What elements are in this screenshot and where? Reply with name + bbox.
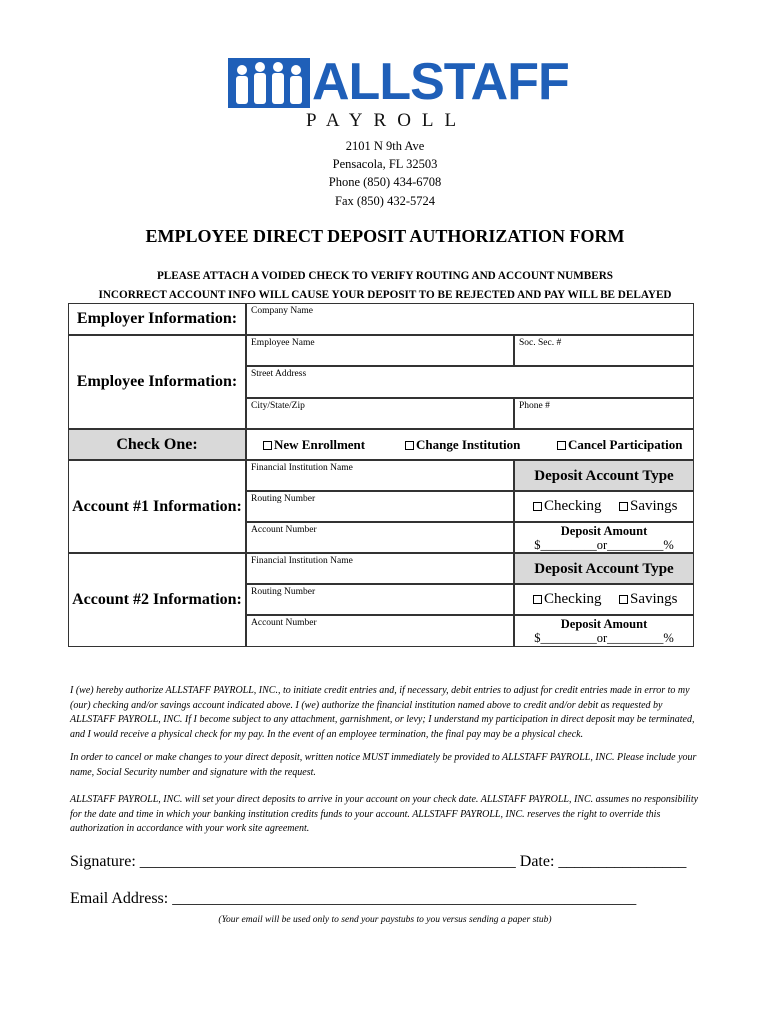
- employee-label: Employee Information:: [68, 335, 246, 429]
- street-address-field[interactable]: [246, 366, 694, 398]
- checkbox-icon[interactable]: [557, 441, 566, 450]
- logo-sub-text: PAYROLL: [306, 110, 468, 131]
- account1-type-header: Deposit Account Type: [514, 460, 694, 491]
- warning-incorrect-info: INCORRECT ACCOUNT INFO WILL CAUSE YOUR DEPOSIT TO BE REJECTED AND PAY WILL BE DELAYED: [98, 289, 672, 301]
- email-line[interactable]: __________________________________________________________: [172, 890, 637, 907]
- new-enrollment-option[interactable]: New Enrollment: [263, 437, 365, 453]
- checkbox-icon[interactable]: [619, 595, 628, 604]
- checkbox-icon[interactable]: [405, 441, 414, 450]
- account2-amount-label: Deposit Amount: [560, 617, 648, 631]
- phone-field[interactable]: [514, 398, 694, 429]
- ssn-label: Soc. Sec. #: [519, 338, 562, 348]
- account1-number-label: Account Number: [251, 525, 317, 535]
- employer-label: Employer Information:: [68, 303, 246, 335]
- account1-number-field[interactable]: [246, 522, 514, 553]
- warning-voided-check: PLEASE ATTACH A VOIDED CHECK TO VERIFY ROUTING AND ACCOUNT NUMBERS: [156, 270, 614, 282]
- address-line: 2101 N 9th Ave: [345, 139, 425, 153]
- account2-routing-label: Routing Number: [251, 587, 316, 597]
- account2-amount-line: $_________or_________%: [534, 631, 674, 645]
- account2-number-field[interactable]: [246, 615, 514, 647]
- account2-institution-label: Financial Institution Name: [251, 556, 353, 566]
- account2-checking-option[interactable]: Checking: [533, 591, 602, 608]
- email-row: [70, 890, 636, 908]
- signature-label: Signature:: [70, 853, 140, 870]
- cancel-participation-option[interactable]: Cancel Participation: [557, 437, 682, 453]
- account2-amount-field[interactable]: [514, 615, 694, 647]
- employee-name-field[interactable]: [246, 335, 514, 366]
- check-one-label: Check One:: [68, 429, 246, 460]
- employee-name-label: Employee Name: [251, 338, 315, 348]
- account1-routing-field[interactable]: [246, 491, 514, 522]
- account1-label: Account #1 Information:: [68, 460, 246, 553]
- street-address-label: Street Address: [251, 369, 307, 379]
- account1-amount-line: $_________or_________%: [534, 538, 674, 552]
- checkbox-icon[interactable]: [619, 502, 628, 511]
- signature-line[interactable]: _______________________________________________: [139, 853, 516, 870]
- people-logo-icon: [228, 58, 310, 108]
- account2-routing-field[interactable]: [246, 584, 514, 615]
- check-one-options: [246, 429, 694, 460]
- account1-type-options: [514, 491, 694, 522]
- date-line[interactable]: ________________: [558, 853, 687, 870]
- date-label: Date:: [515, 853, 559, 870]
- address-fax: Fax (850) 432-5724: [335, 194, 435, 208]
- checkbox-icon[interactable]: [263, 441, 272, 450]
- cancel-paragraph: In order to cancel or make changes to your direct deposit, written notice MUST immediately be provided to ALLSTAFF PAYROLL, INC. Please include your name, Social Security number and signature with the request.: [70, 752, 697, 778]
- phone-label: Phone #: [519, 401, 550, 411]
- account2-savings-option[interactable]: Savings: [619, 591, 678, 608]
- account1-amount-label: Deposit Amount: [560, 524, 648, 538]
- account1-routing-label: Routing Number: [251, 494, 316, 504]
- account2-type-header: Deposit Account Type: [514, 553, 694, 584]
- form-title: EMPLOYEE DIRECT DEPOSIT AUTHORIZATION FORM: [145, 226, 625, 246]
- account2-type-options: [514, 584, 694, 615]
- city-state-zip-field[interactable]: [246, 398, 514, 429]
- account2-label: Account #2 Information:: [68, 553, 246, 647]
- email-note: (Your email will be used only to send your paystubs to you versus sending a paper stub): [218, 915, 552, 925]
- account1-amount-field[interactable]: [514, 522, 694, 553]
- company-name-field[interactable]: [246, 303, 694, 335]
- city-state-zip-label: City/State/Zip: [251, 401, 305, 411]
- signature-row: [70, 853, 686, 871]
- account1-institution-field[interactable]: [246, 460, 514, 491]
- account1-savings-option[interactable]: Savings: [619, 498, 678, 515]
- change-institution-option[interactable]: Change Institution: [405, 437, 520, 453]
- ssn-field[interactable]: [514, 335, 694, 366]
- logo-brand-text: ALLSTAFF: [312, 53, 569, 111]
- company-name-label: Company Name: [251, 306, 314, 316]
- deposit-timing-paragraph: ALLSTAFF PAYROLL, INC. will set your direct deposits to arrive in your account on your check date. ALLSTAFF PAYROLL, INC. assumes no responsibility for the date and time in which your banking institution credits funds to your account. ALLSTAFF PAYROLL, INC. reserves the right to override this authorization in accordance with your work site agreement.: [70, 794, 699, 834]
- authorization-paragraph: I (we) hereby authorize ALLSTAFF PAYROLL, INC., to initiate credit entries and, if necessary, debit entries to adjust for credit entries made in error to my (our) checking and/or savings account indicated above. I (we) authorize the financial institution named above to credit and/or debit as requested by ALLSTAFF PAYROLL, INC. If I become subject to any attachment, garnishment, or levy; I understand my participation in direct deposit may be terminated, and I would receive a physical check for my pay. In the event of an employee termination, the final pay may be a physical check.: [70, 685, 695, 740]
- address-city: Pensacola, FL 32503: [332, 157, 438, 171]
- account1-institution-label: Financial Institution Name: [251, 463, 353, 473]
- allstaff-logo: [228, 53, 569, 134]
- account2-number-label: Account Number: [251, 618, 317, 628]
- address-phone: Phone (850) 434-6708: [328, 175, 442, 189]
- account2-institution-field[interactable]: [246, 553, 514, 584]
- email-label: Email Address:: [70, 890, 173, 907]
- checkbox-icon[interactable]: [533, 595, 542, 604]
- checkbox-icon[interactable]: [533, 502, 542, 511]
- account1-checking-option[interactable]: Checking: [533, 498, 602, 515]
